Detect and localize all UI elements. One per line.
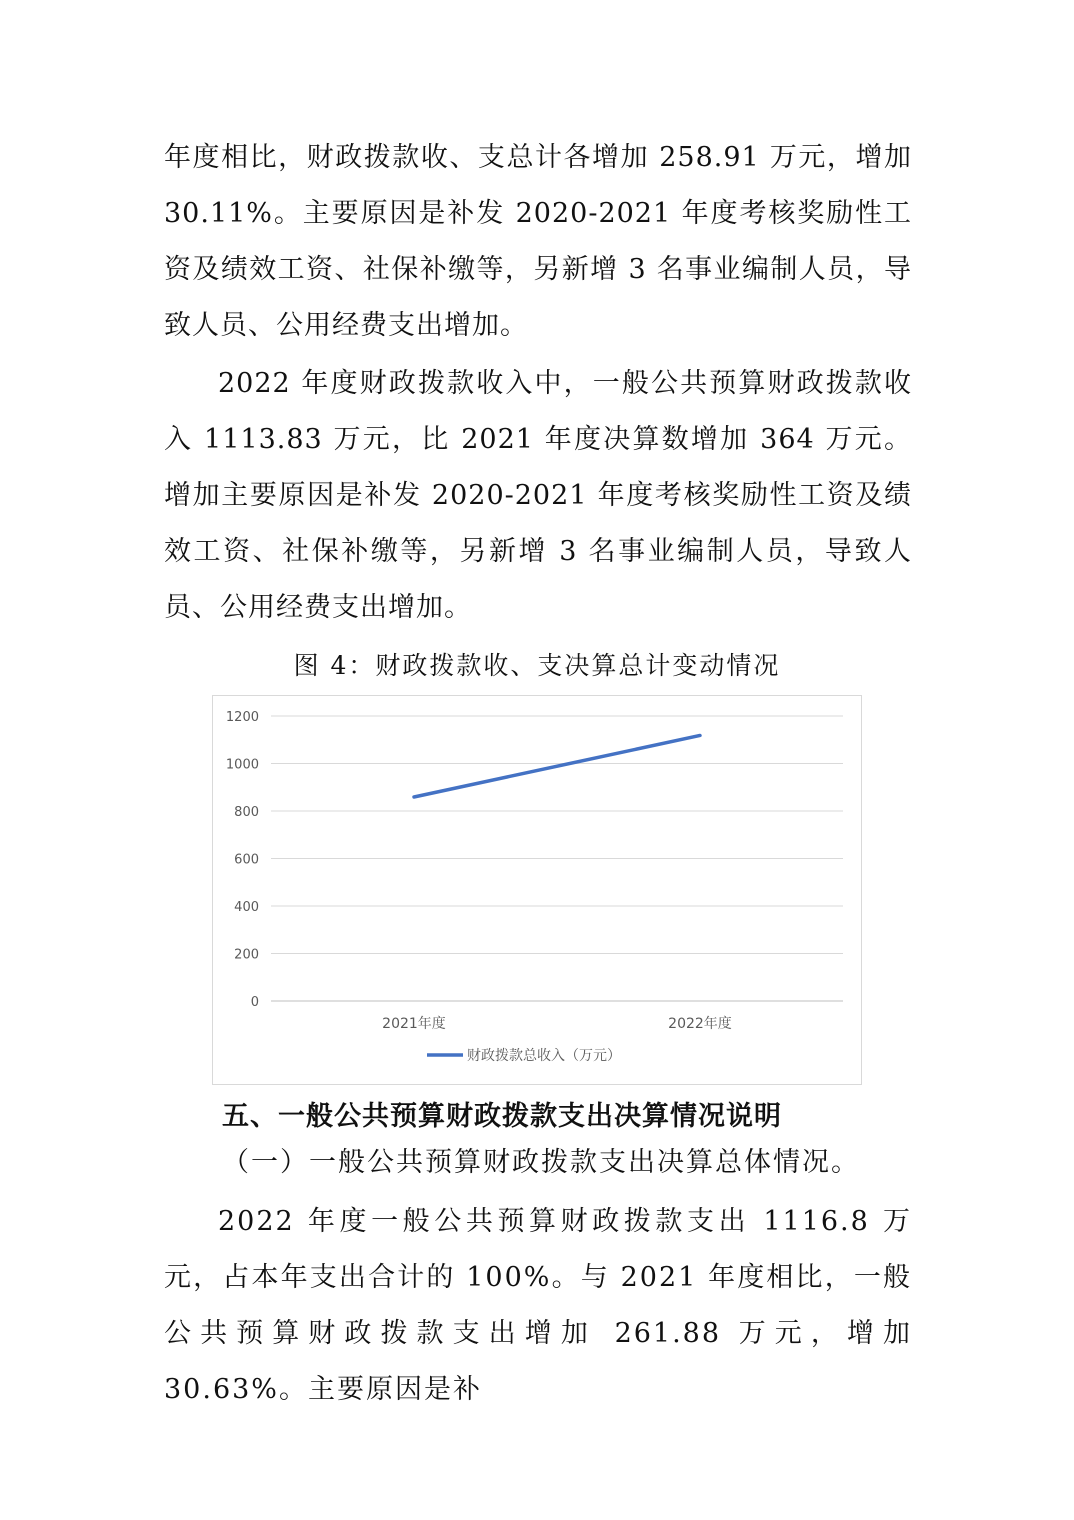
x-tick-label: 2022年度	[668, 1016, 732, 1032]
y-tick-label: 1200	[225, 710, 259, 725]
series-line	[414, 735, 700, 797]
subsection-heading: （一）一般公共预算财政拨款支出决算总体情况。	[222, 1147, 860, 1178]
paragraph-2: 2022 年度财政拨款收入中，一般公共预算财政拨款收入 1113.83 万元，比 2021 年度决算数增加 364 万元。增加主要原因是补发 2020-2021 年度考核奖励性工资及绩效工资、社保补缴等，另新增 3 名事业编制人员，导致人员、公用经费支出增加。	[164, 368, 912, 623]
y-tick-label: 1000	[225, 757, 259, 773]
chart-svg	[213, 696, 861, 1084]
y-tick-label: 800	[234, 805, 259, 820]
legend-label: 财政拨款总收入（万元）	[467, 1048, 621, 1064]
section-heading: 五、一般公共预算财政拨款支出决算情况说明	[222, 1101, 782, 1132]
y-tick-label: 200	[234, 947, 259, 963]
paragraph-1: 年度相比，财政拨款收、支总计各增加 258.91 万元，增加 30.11%。主要原因是补发 2020-2021 年度考核奖励性工资及绩效工资、社保补缴等，另新增 3 名事业编制人员，导致人员、公用经费支出增加。	[164, 142, 912, 341]
paragraph-3: 2022 年度一般公共预算财政拨款支出 1116.8 万元，占本年支出合计的 100%。与 2021 年度相比，一般公共预算财政拨款支出增加 261.88 万元，增加 30.63%。主要原因是补	[164, 1206, 912, 1405]
figure-caption: 图 4：财政拨款收、支决算总计变动情况	[293, 651, 781, 680]
y-tick-label: 400	[234, 900, 259, 915]
line-chart	[212, 695, 862, 1085]
y-tick-label: 600	[234, 852, 259, 868]
y-tick-label: 0	[250, 995, 259, 1010]
x-tick-label: 2021年度	[382, 1016, 446, 1032]
